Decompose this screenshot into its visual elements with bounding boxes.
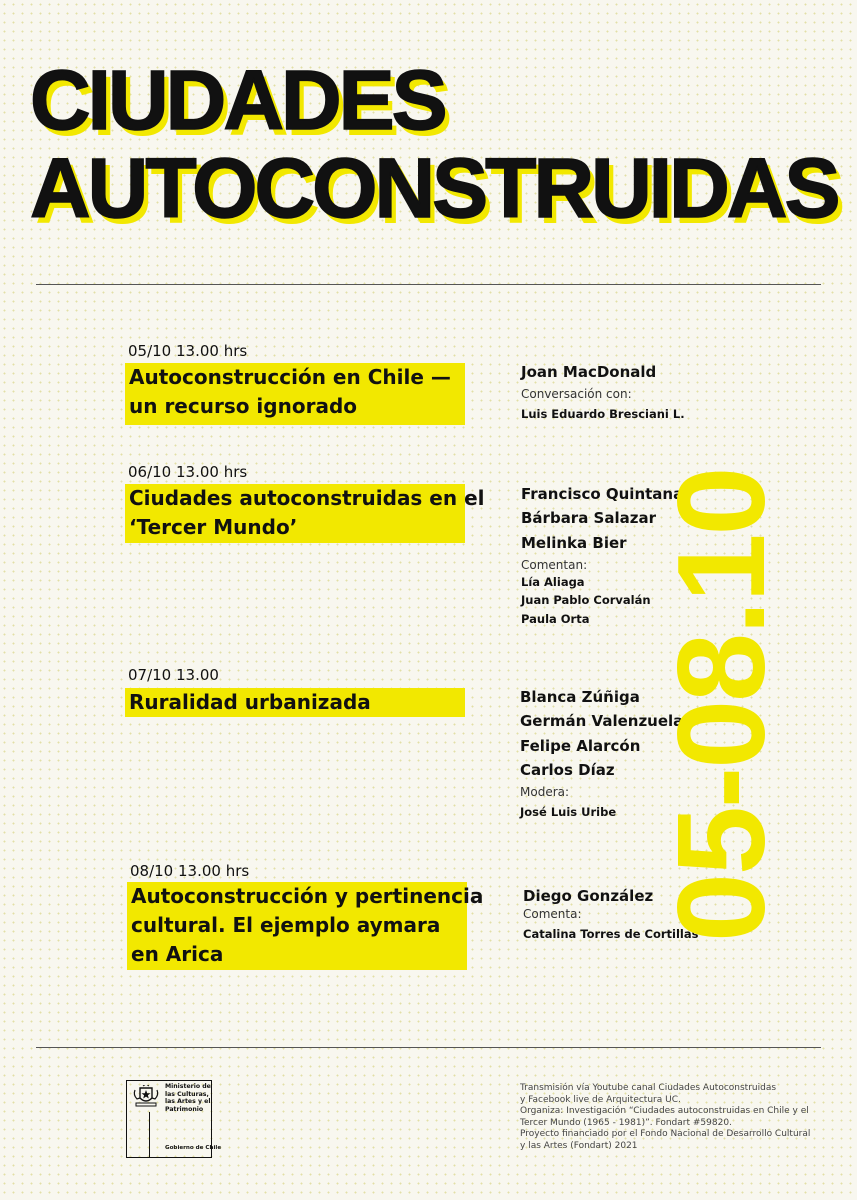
role-label: Modera: bbox=[520, 785, 570, 800]
event-2-title bbox=[125, 484, 485, 543]
logo-divider bbox=[127, 1112, 150, 1157]
coat-of-arms-icon bbox=[132, 1085, 160, 1109]
role-label: Conversación con: bbox=[521, 387, 632, 402]
event-1-title-line: Autoconstrucción en Chile — bbox=[129, 365, 451, 389]
role-label: Comenta: bbox=[523, 907, 582, 922]
footer-info bbox=[520, 1083, 810, 1152]
role-label: Comentan: bbox=[521, 557, 588, 572]
speaker-name: Melinka Bier bbox=[521, 533, 627, 552]
ministry-name bbox=[165, 1083, 211, 1113]
event-2-datetime: 06/10 13.00 hrs bbox=[128, 463, 248, 481]
event-1-title bbox=[125, 363, 465, 425]
ministry-name-line: Patrimonio bbox=[165, 1105, 204, 1113]
speaker-name: Bárbara Salazar bbox=[521, 509, 656, 528]
event-4-title bbox=[127, 882, 484, 970]
footer-line: Organiza: Investigación “Ciudades autoconstruidas en Chile y el bbox=[520, 1106, 809, 1116]
speaker-name: Joan MacDonald bbox=[521, 363, 657, 381]
event-4-title-line: cultural. El ejemplo aymara bbox=[131, 913, 441, 937]
speaker-name: Francisco Quintana bbox=[521, 485, 684, 503]
footer-line: y Facebook live de Arquitectura UC. bbox=[520, 1094, 681, 1105]
panelist-name: Paula Orta bbox=[521, 611, 590, 626]
footer-line: Proyecto financiado por el Fondo Nacional de Desarrollo Cultural bbox=[520, 1129, 811, 1139]
event-3-title-line: Ruralidad urbanizada bbox=[129, 690, 371, 714]
poster-title-line-2: AUTOCONSTRUIDAS bbox=[30, 141, 838, 235]
event-1-speakers bbox=[521, 360, 685, 424]
event-2-title-line: Ciudades autoconstruidas en el bbox=[129, 486, 485, 510]
speaker-name: Carlos Díaz bbox=[520, 760, 615, 779]
panelist-name: Catalina Torres de Cortillas bbox=[523, 927, 699, 942]
event-3-title bbox=[125, 688, 465, 717]
event-1-title-line: un recurso ignorado bbox=[129, 394, 357, 418]
ministry-logo bbox=[126, 1080, 222, 1158]
event-4-title-line: en Arica bbox=[131, 942, 224, 966]
panelist-name: Lía Aliaga bbox=[521, 574, 585, 589]
event-4-datetime: 08/10 13.00 hrs bbox=[130, 862, 250, 880]
speaker-name: Blanca Zúñiga bbox=[520, 688, 640, 706]
government-label: Gobierno de Chile bbox=[165, 1145, 222, 1151]
panelist-name: José Luis Uribe bbox=[520, 805, 617, 820]
event-2-title-line: ‘Tercer Mundo’ bbox=[129, 515, 298, 539]
speaker-name: Felipe Alarcón bbox=[520, 736, 641, 755]
date-range-vertical: 05-08.10 bbox=[653, 468, 791, 942]
panelist-name: Juan Pablo Corvalán bbox=[521, 593, 651, 608]
bottom-divider bbox=[36, 1047, 821, 1048]
ministry-name-line: las Artes y el bbox=[165, 1098, 211, 1105]
speaker-name: Germán Valenzuela bbox=[520, 712, 684, 731]
footer-line: y las Artes (Fondart) 2021 bbox=[520, 1140, 638, 1151]
event-3-datetime: 07/10 13.00 bbox=[128, 666, 219, 684]
ministry-name-line: las Culturas, bbox=[165, 1090, 209, 1098]
footer-line: Transmisión vía Youtube canal Ciudades Autoconstruidas bbox=[520, 1083, 777, 1093]
top-divider bbox=[36, 284, 821, 285]
panelist-name: Luis Eduardo Bresciani L. bbox=[521, 407, 685, 422]
event-1-datetime: 05/10 13.00 hrs bbox=[128, 342, 248, 360]
poster-title-line-1: CIUDADES bbox=[30, 53, 445, 147]
ministry-name-line: Ministerio de bbox=[165, 1083, 211, 1090]
footer-line: Tercer Mundo (1965 - 1981)”. Fondart #59820. bbox=[520, 1117, 732, 1128]
event-4-title-line: Autoconstrucción y pertinencia bbox=[131, 884, 484, 908]
speaker-name: Diego González bbox=[523, 887, 654, 905]
